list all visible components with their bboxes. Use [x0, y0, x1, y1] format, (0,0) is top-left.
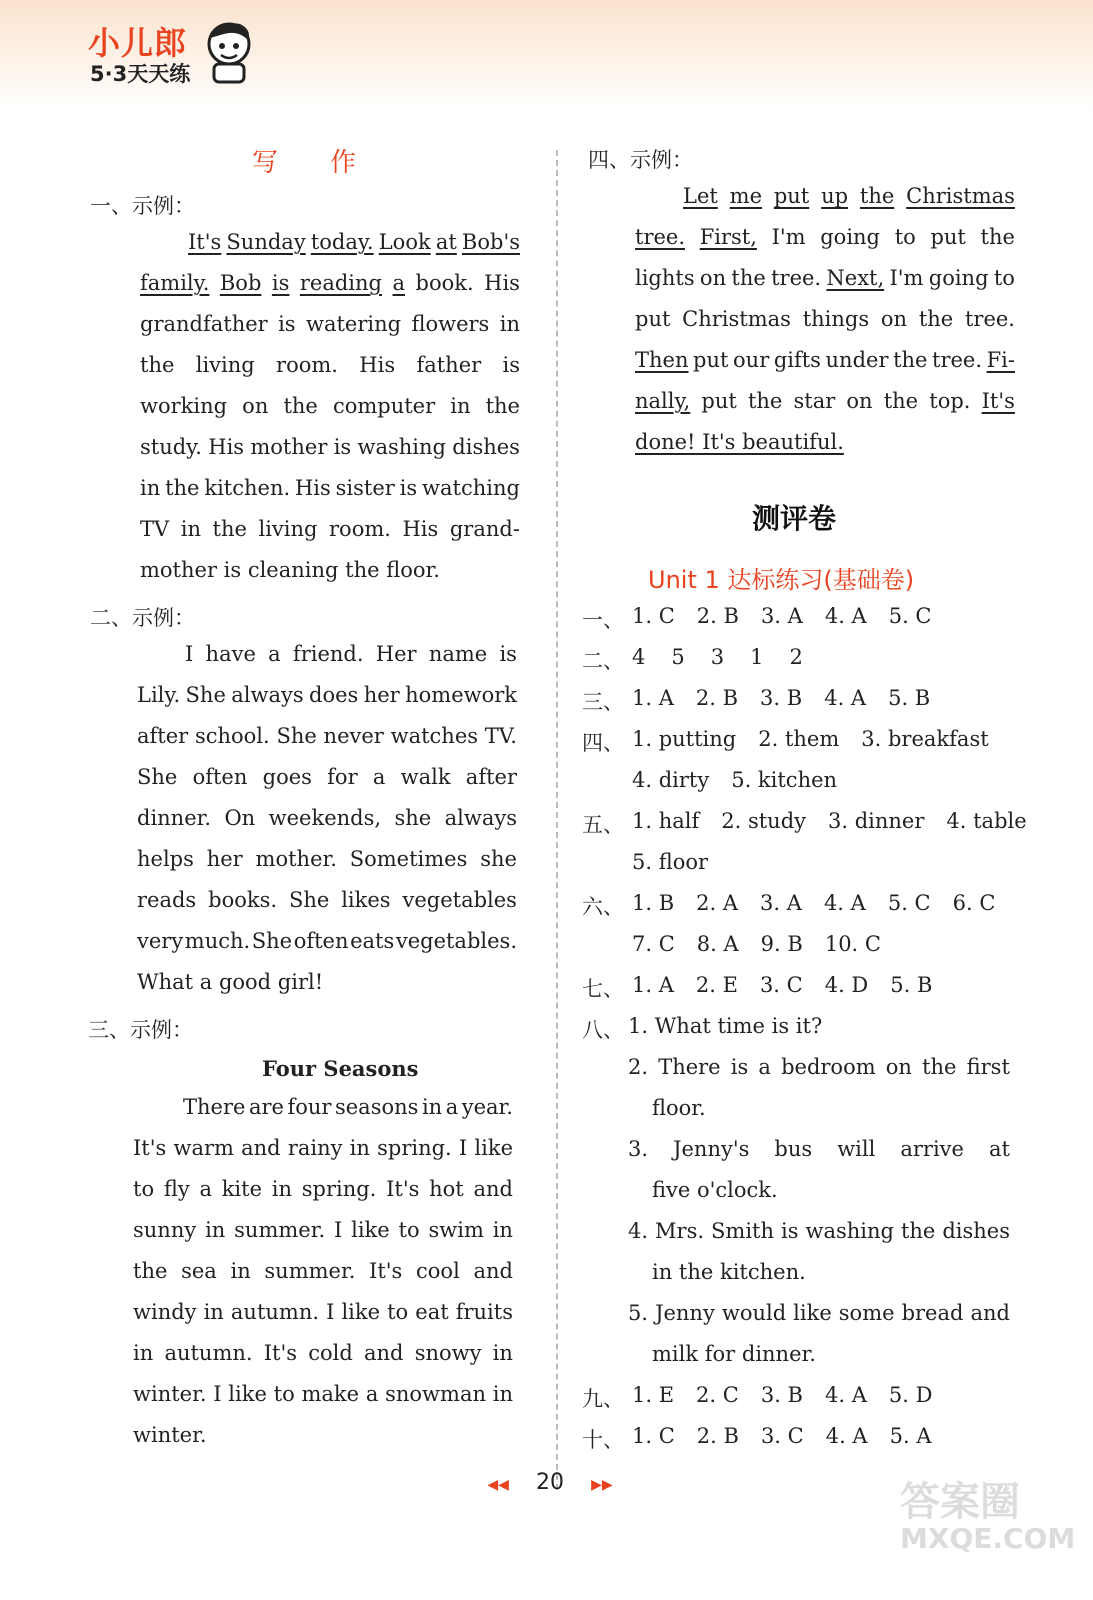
answer-item: 1. putting	[632, 727, 737, 751]
prev-arrows-icon: ◀◀	[487, 1477, 509, 1493]
answer-item: 5. C	[887, 891, 931, 915]
text-line: the living room. His father is	[140, 353, 520, 377]
page-footer	[460, 1470, 640, 1495]
part-label: 一、示例：	[90, 194, 195, 218]
text-line: in autumn. It's cold and snowy in	[133, 1341, 513, 1365]
answer-item: 1. A	[632, 686, 674, 710]
answer-item: 3. A	[760, 891, 802, 915]
answer-item: 5. B	[888, 686, 931, 710]
answer-item: 4. A	[825, 1424, 868, 1448]
answer-sentence: 4. Mrs. Smith is washing the dishes	[628, 1219, 1010, 1243]
answer-sentence: 5. Jenny would like some bread and	[628, 1301, 1010, 1325]
answer-item: 3. A	[760, 604, 803, 628]
text-line: Lily. She always does her homework	[137, 683, 517, 707]
text-line: lights on the tree. Next, I'm going to	[635, 266, 1015, 290]
answer-item: 5. A	[889, 1424, 932, 1448]
answer-item: 3. B	[760, 1383, 803, 1407]
text-line: put Christmas things on the tree.	[635, 307, 1015, 331]
answer-item: 3	[710, 645, 725, 669]
answer-item: 5	[671, 645, 685, 669]
text-line: Then put our gifts under the tree. Fi-	[635, 348, 1015, 372]
text-line: mother is cleaning the floor.	[140, 558, 440, 582]
answer-item: 6. C	[952, 891, 996, 915]
answer-section-label: 七、	[582, 977, 624, 1001]
text-line: sunny in summer. I like to swim in	[133, 1218, 513, 1242]
text-line: Let me put up the Christmas	[683, 184, 1015, 208]
part-label: 四、示例：	[588, 148, 693, 172]
answer-item: 10. C	[824, 932, 881, 956]
test-title: 测评卷	[752, 502, 837, 535]
answer-item: 2. study	[721, 809, 807, 833]
mascot-icon	[200, 18, 258, 84]
text-line: helps her mother. Sometimes she	[137, 847, 517, 871]
answer-row	[632, 727, 1011, 751]
watermark	[900, 1480, 1075, 1554]
text-line: It's warm and rainy in spring. I like	[133, 1136, 513, 1160]
page-header	[0, 0, 1093, 110]
section-title-writing: 写 作	[252, 148, 357, 178]
answer-row	[632, 850, 730, 874]
text-line: She often goes for a walk after	[137, 765, 517, 789]
text-line: winter. I like to make a snowman in	[133, 1382, 513, 1406]
text-line: I have a friend. Her name is	[185, 642, 517, 666]
watermark-title: 答案圈	[900, 1479, 1020, 1525]
text-line: done! It's beautiful.	[635, 430, 844, 454]
answer-item: 4. A	[824, 686, 867, 710]
text-line: grandfather is watering flowers in	[140, 312, 520, 336]
text-line: reads books. She likes vegetables	[137, 888, 517, 912]
text-line: family. Bob is reading a book. His	[140, 271, 520, 295]
answer-item: 4. A	[824, 1383, 867, 1407]
answer-section-label: 五、	[582, 813, 624, 837]
answer-row	[632, 932, 903, 956]
part-label: 三、示例：	[88, 1018, 193, 1042]
text-line: working on the computer in the	[140, 394, 520, 418]
answer-section-label: 三、	[582, 690, 624, 714]
answer-item: 4. D	[824, 973, 869, 997]
answer-row	[632, 973, 954, 997]
answer-section-label: 二、	[582, 649, 624, 673]
answer-item: 8. A	[696, 932, 739, 956]
brand-logo: 小儿郎	[88, 24, 188, 62]
text-line: the sea in summer. It's cool and	[133, 1259, 513, 1283]
text-line: tree. First, I'm going to put the	[635, 225, 1015, 249]
answer-item: 2. C	[696, 1383, 739, 1407]
answer-item: 4	[632, 645, 646, 669]
answer-item: 2. E	[695, 973, 738, 997]
answer-item: 9. B	[760, 932, 803, 956]
answer-item: 2. B	[696, 1424, 739, 1448]
answer-item: 3. C	[760, 1424, 804, 1448]
text-line: to fly a kite in spring. It's hot and	[133, 1177, 513, 1201]
answer-item: 3. B	[760, 686, 803, 710]
answer-sentence: five o'clock.	[652, 1178, 778, 1202]
answer-item: 2	[789, 645, 803, 669]
text-line: in the kitchen. His sister is watching	[140, 476, 520, 500]
text-line: study. His mother is washing dishes	[140, 435, 520, 459]
answer-item: 2. A	[696, 891, 739, 915]
answer-item: 3. dinner	[828, 809, 925, 833]
text-line: It's Sunday today. Look at Bob's	[188, 230, 520, 254]
answer-item: 1	[750, 645, 764, 669]
answer-item: 5. C	[888, 604, 932, 628]
watermark-url: MXQE.COM	[900, 1522, 1076, 1555]
answer-section-label: 六、	[582, 895, 624, 919]
text-line: TV in the living room. His grand-	[140, 517, 520, 541]
brand-subtitle: 5·3天天练	[90, 62, 191, 86]
text-line: very much. She often eats vegetables.	[137, 929, 517, 953]
answer-row	[632, 1424, 954, 1448]
answer-item: 5. D	[888, 1383, 933, 1407]
essay-title: Four Seasons	[262, 1056, 419, 1081]
unit-title: Unit 1 达标练习(基础卷)	[648, 566, 915, 594]
answer-item: 1. half	[632, 809, 700, 833]
answer-sentence: in the kitchen.	[652, 1260, 806, 1284]
page-number: 20	[536, 1470, 564, 1495]
answer-item: 2. B	[695, 686, 739, 710]
answer-sentence: 2. There is a bedroom on the first	[628, 1055, 1010, 1079]
column-divider	[556, 150, 558, 1490]
text-line: windy in autumn. I like to eat fruits	[133, 1300, 513, 1324]
answer-item: 7. C	[632, 932, 675, 956]
answer-item: 4. table	[946, 809, 1027, 833]
text-line: There are four seasons in a year.	[183, 1095, 513, 1119]
answer-item: 2. them	[758, 727, 840, 751]
text-line: dinner. On weekends, she always	[137, 806, 517, 830]
answer-item: 4. A	[823, 891, 866, 915]
answer-item: 3. C	[759, 973, 803, 997]
answer-row	[632, 686, 952, 710]
answer-section-label: 十、	[582, 1428, 624, 1452]
answer-row	[632, 891, 1017, 915]
next-arrows-icon: ▶▶	[591, 1477, 613, 1493]
answer-sentence: floor.	[652, 1096, 706, 1120]
text-line: after school. She never watches TV.	[137, 724, 517, 748]
answer-section-label: 九、	[582, 1387, 624, 1411]
answer-item: 3. breakfast	[861, 727, 989, 751]
answer-item: 5. kitchen	[731, 768, 838, 792]
text-line: What a good girl!	[137, 970, 324, 994]
answer-sentence: milk for dinner.	[652, 1342, 816, 1366]
answer-item: 2. B	[696, 604, 739, 628]
answer-item: 4. A	[824, 604, 867, 628]
answer-sentence: 1. What time is it?	[628, 1014, 823, 1038]
answer-item: 1. B	[632, 891, 675, 915]
answer-item: 1. C	[632, 604, 675, 628]
answer-row	[632, 1383, 954, 1407]
answer-row	[632, 809, 1049, 833]
answer-item: 1. E	[632, 1383, 675, 1407]
text-line: nally, put the star on the top. It's	[635, 389, 1015, 413]
answer-section-label: 一、	[582, 608, 624, 632]
answer-sentence: 3. Jenny's bus will arrive at	[628, 1137, 1010, 1161]
answer-row	[632, 645, 829, 669]
answer-item: 1. C	[632, 1424, 675, 1448]
text-line: winter.	[133, 1423, 207, 1447]
answer-item: 5. floor	[632, 850, 709, 874]
answer-item: 5. B	[890, 973, 933, 997]
part-label: 二、示例：	[90, 606, 195, 630]
answer-section-label: 八、	[582, 1018, 624, 1042]
answer-row	[632, 768, 859, 792]
answer-row	[632, 604, 954, 628]
answer-item: 4. dirty	[632, 768, 710, 792]
answer-section-label: 四、	[582, 731, 624, 755]
answer-item: 1. A	[632, 973, 674, 997]
